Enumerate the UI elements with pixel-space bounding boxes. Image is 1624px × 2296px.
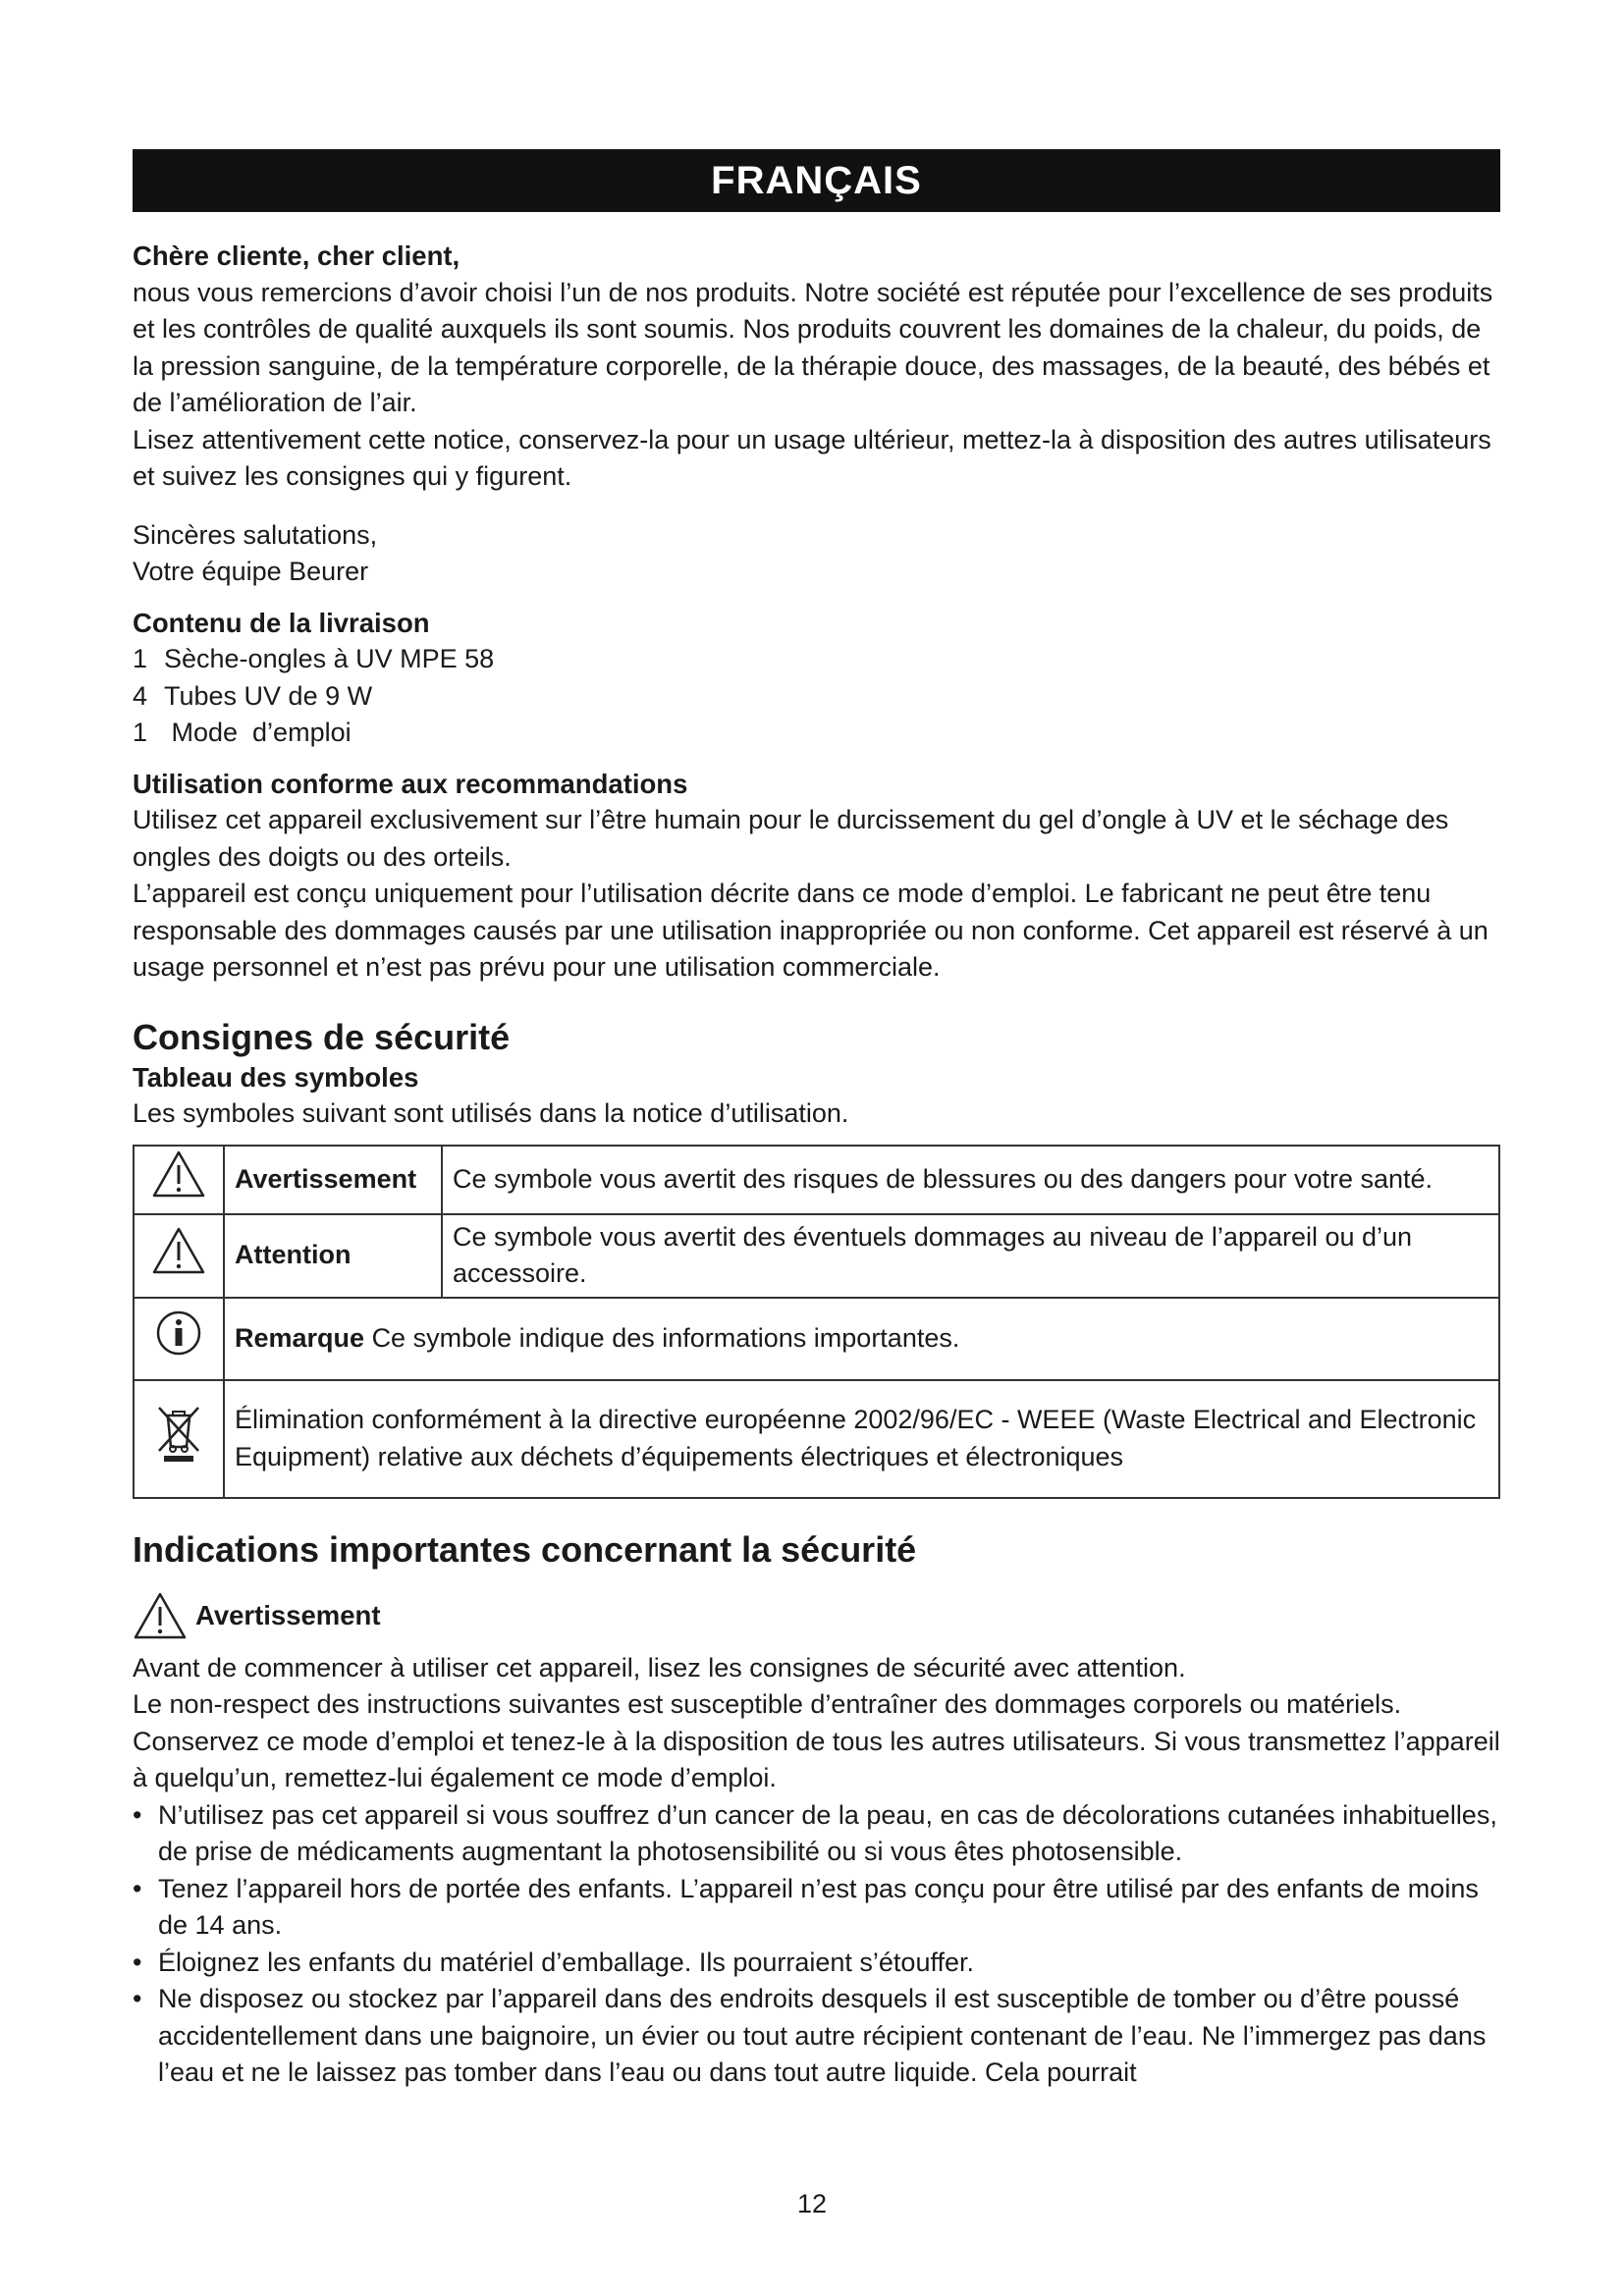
symbol-icon-cell	[134, 1214, 224, 1298]
usage-paragraph-1: Utilisez cet appareil exclusivement sur l’être humain pour le durcissement du gel d’ongle à UV et le séchage des ongles des doigts ou des orteils.	[133, 805, 1449, 872]
delivery-qty: 4	[133, 680, 148, 711]
warning-triangle-icon	[133, 1591, 188, 1640]
symbols-intro: Les symboles suivant sont utilisés dans la notice d’utilisation.	[133, 1098, 849, 1128]
important-paragraph-3: Conservez ce mode d’emploi et tenez-le à la disposition de tous les autres utilisateurs. Si vous transmettez l’appareil à quelqu’un, remettez-lui également ce mode d’emploi.	[133, 1726, 1500, 1792]
usage-title: Utilisation conforme aux recommandations	[133, 768, 688, 799]
weee-bin-icon	[153, 1402, 204, 1465]
symbols-table	[133, 1145, 1500, 1499]
delivery-title: Contenu de la livraison	[133, 607, 430, 638]
warning-heading	[133, 1591, 1500, 1640]
symbol-row	[134, 1214, 1499, 1298]
warning-label: Avertissement	[195, 1599, 381, 1630]
delivery-text: Sèche-ongles à UV MPE 58	[164, 644, 495, 673]
delivery-list	[133, 641, 1500, 752]
delivery-item	[133, 715, 1500, 752]
symbol-label: Remarque	[235, 1322, 365, 1353]
symbols-title: Tableau des symboles	[133, 1061, 419, 1093]
symbol-row	[134, 1298, 1499, 1380]
delivery-qty: 1	[133, 718, 148, 747]
warning-triangle-icon	[151, 1149, 206, 1199]
usage-paragraph-2: L’appareil est conçu uniquement pour l’utilisation décrite dans ce mode d’emploi. Le fabricant ne peut être tenu responsable des dommages causés par une utilisation inappropriée ou non conforme. Cet appareil est réservé à un usage personnel et n’est pas prévu pour une utilisation commerciale.	[133, 879, 1489, 982]
delivery-text: Tubes UV de 9 W	[164, 680, 373, 711]
list-item: • Éloignez les enfants du matériel d’emballage. Ils pourraient s’étouffer.	[133, 1945, 1500, 1982]
salutation: Chère cliente, cher client,	[133, 240, 460, 271]
important-title: Indications importantes concernant la sécurité	[133, 1528, 917, 1570]
safety-title: Consignes de sécurité	[133, 1016, 511, 1057]
important-paragraph-1: Avant de commencer à utiliser cet appareil, lisez les consignes de sécurité avec attention.	[133, 1652, 1186, 1682]
symbol-label: Attention	[224, 1214, 442, 1298]
symbol-label: Avertissement	[224, 1146, 442, 1214]
delivery-text: Mode d’emploi	[164, 718, 352, 747]
warning-triangle-icon	[151, 1226, 206, 1275]
symbol-icon-cell	[134, 1298, 224, 1380]
info-circle-icon	[154, 1308, 203, 1358]
symbol-row	[134, 1380, 1499, 1498]
symbol-icon-cell	[134, 1146, 224, 1214]
symbol-icon-cell	[134, 1380, 224, 1498]
delivery-item	[133, 678, 1500, 716]
list-item: • N’utilisez pas cet appareil si vous souffrez d’un cancer de la peau, en cas de décolorations cutanées inhabituelles, de prise de médicaments augmentant la photosensibilité ou si vous êtes photosensible.	[133, 1797, 1500, 1871]
symbol-row	[134, 1146, 1499, 1214]
symbol-description: Ce symbole vous avertit des risques de blessures ou des dangers pour votre santé.	[442, 1146, 1499, 1214]
symbol-description: Ce symbole indique des informations importantes.	[371, 1322, 960, 1353]
symbol-description: Élimination conformément à la directive européenne 2002/96/EC - WEEE (Waste Electrical and Electronic Equipment) relative aux déchets d’équipements électriques et électroniques	[224, 1380, 1499, 1498]
safety-bullet-list	[133, 1797, 1500, 2092]
closing-greeting: Sincères salutations,	[133, 519, 378, 550]
delivery-qty: 1	[133, 644, 148, 673]
symbol-description: Ce symbole vous avertit des éventuels dommages au niveau de l’appareil ou d’un accessoire.	[442, 1214, 1499, 1298]
list-item: • Ne disposez ou stockez par l’appareil dans des endroits desquels il est susceptible de tomber ou d’être poussé accidentellement dans une baignoire, un évier ou tout autre récipient contenant de l’eau. Ne l’immergez pas dans l’eau et ne le laissez pas tomber dans l’eau ou dans tout autre liquide. Cela pourrait	[133, 1981, 1500, 2092]
language-header: FRANÇAIS	[133, 149, 1500, 212]
important-paragraph-2: Le non-respect des instructions suivantes est susceptible d’entraîner des dommages corporels ou matériels.	[133, 1689, 1402, 1719]
document-page	[133, 149, 1500, 2092]
delivery-item	[133, 641, 1500, 678]
closing-signature: Votre équipe Beurer	[133, 557, 369, 586]
symbol-remark-cell	[224, 1298, 1499, 1380]
list-item: • Tenez l’appareil hors de portée des enfants. L’appareil n’est pas conçu pour être utilisé par des enfants de moins de 14 ans.	[133, 1871, 1500, 1945]
page-number: 12	[796, 2189, 828, 2218]
intro-paragraph-2: Lisez attentivement cette notice, conservez-la pour un usage ultérieur, mettez-la à disposition des autres utilisateurs et suivez les consignes qui y figurent.	[133, 424, 1491, 491]
intro-paragraph-1: nous vous remercions d’avoir choisi l’un de nos produits. Notre société est réputée pour l’excellence de ses produits et les contrôles de qualité auxquels ils sont soumis. Nos produits couvrent les domaines de la chaleur, du poids, de la pression sanguine, de la température corporelle, de la thérapie douce, des massages, de la beauté, des bébés et de l’amélioration de l’air.	[133, 277, 1493, 417]
